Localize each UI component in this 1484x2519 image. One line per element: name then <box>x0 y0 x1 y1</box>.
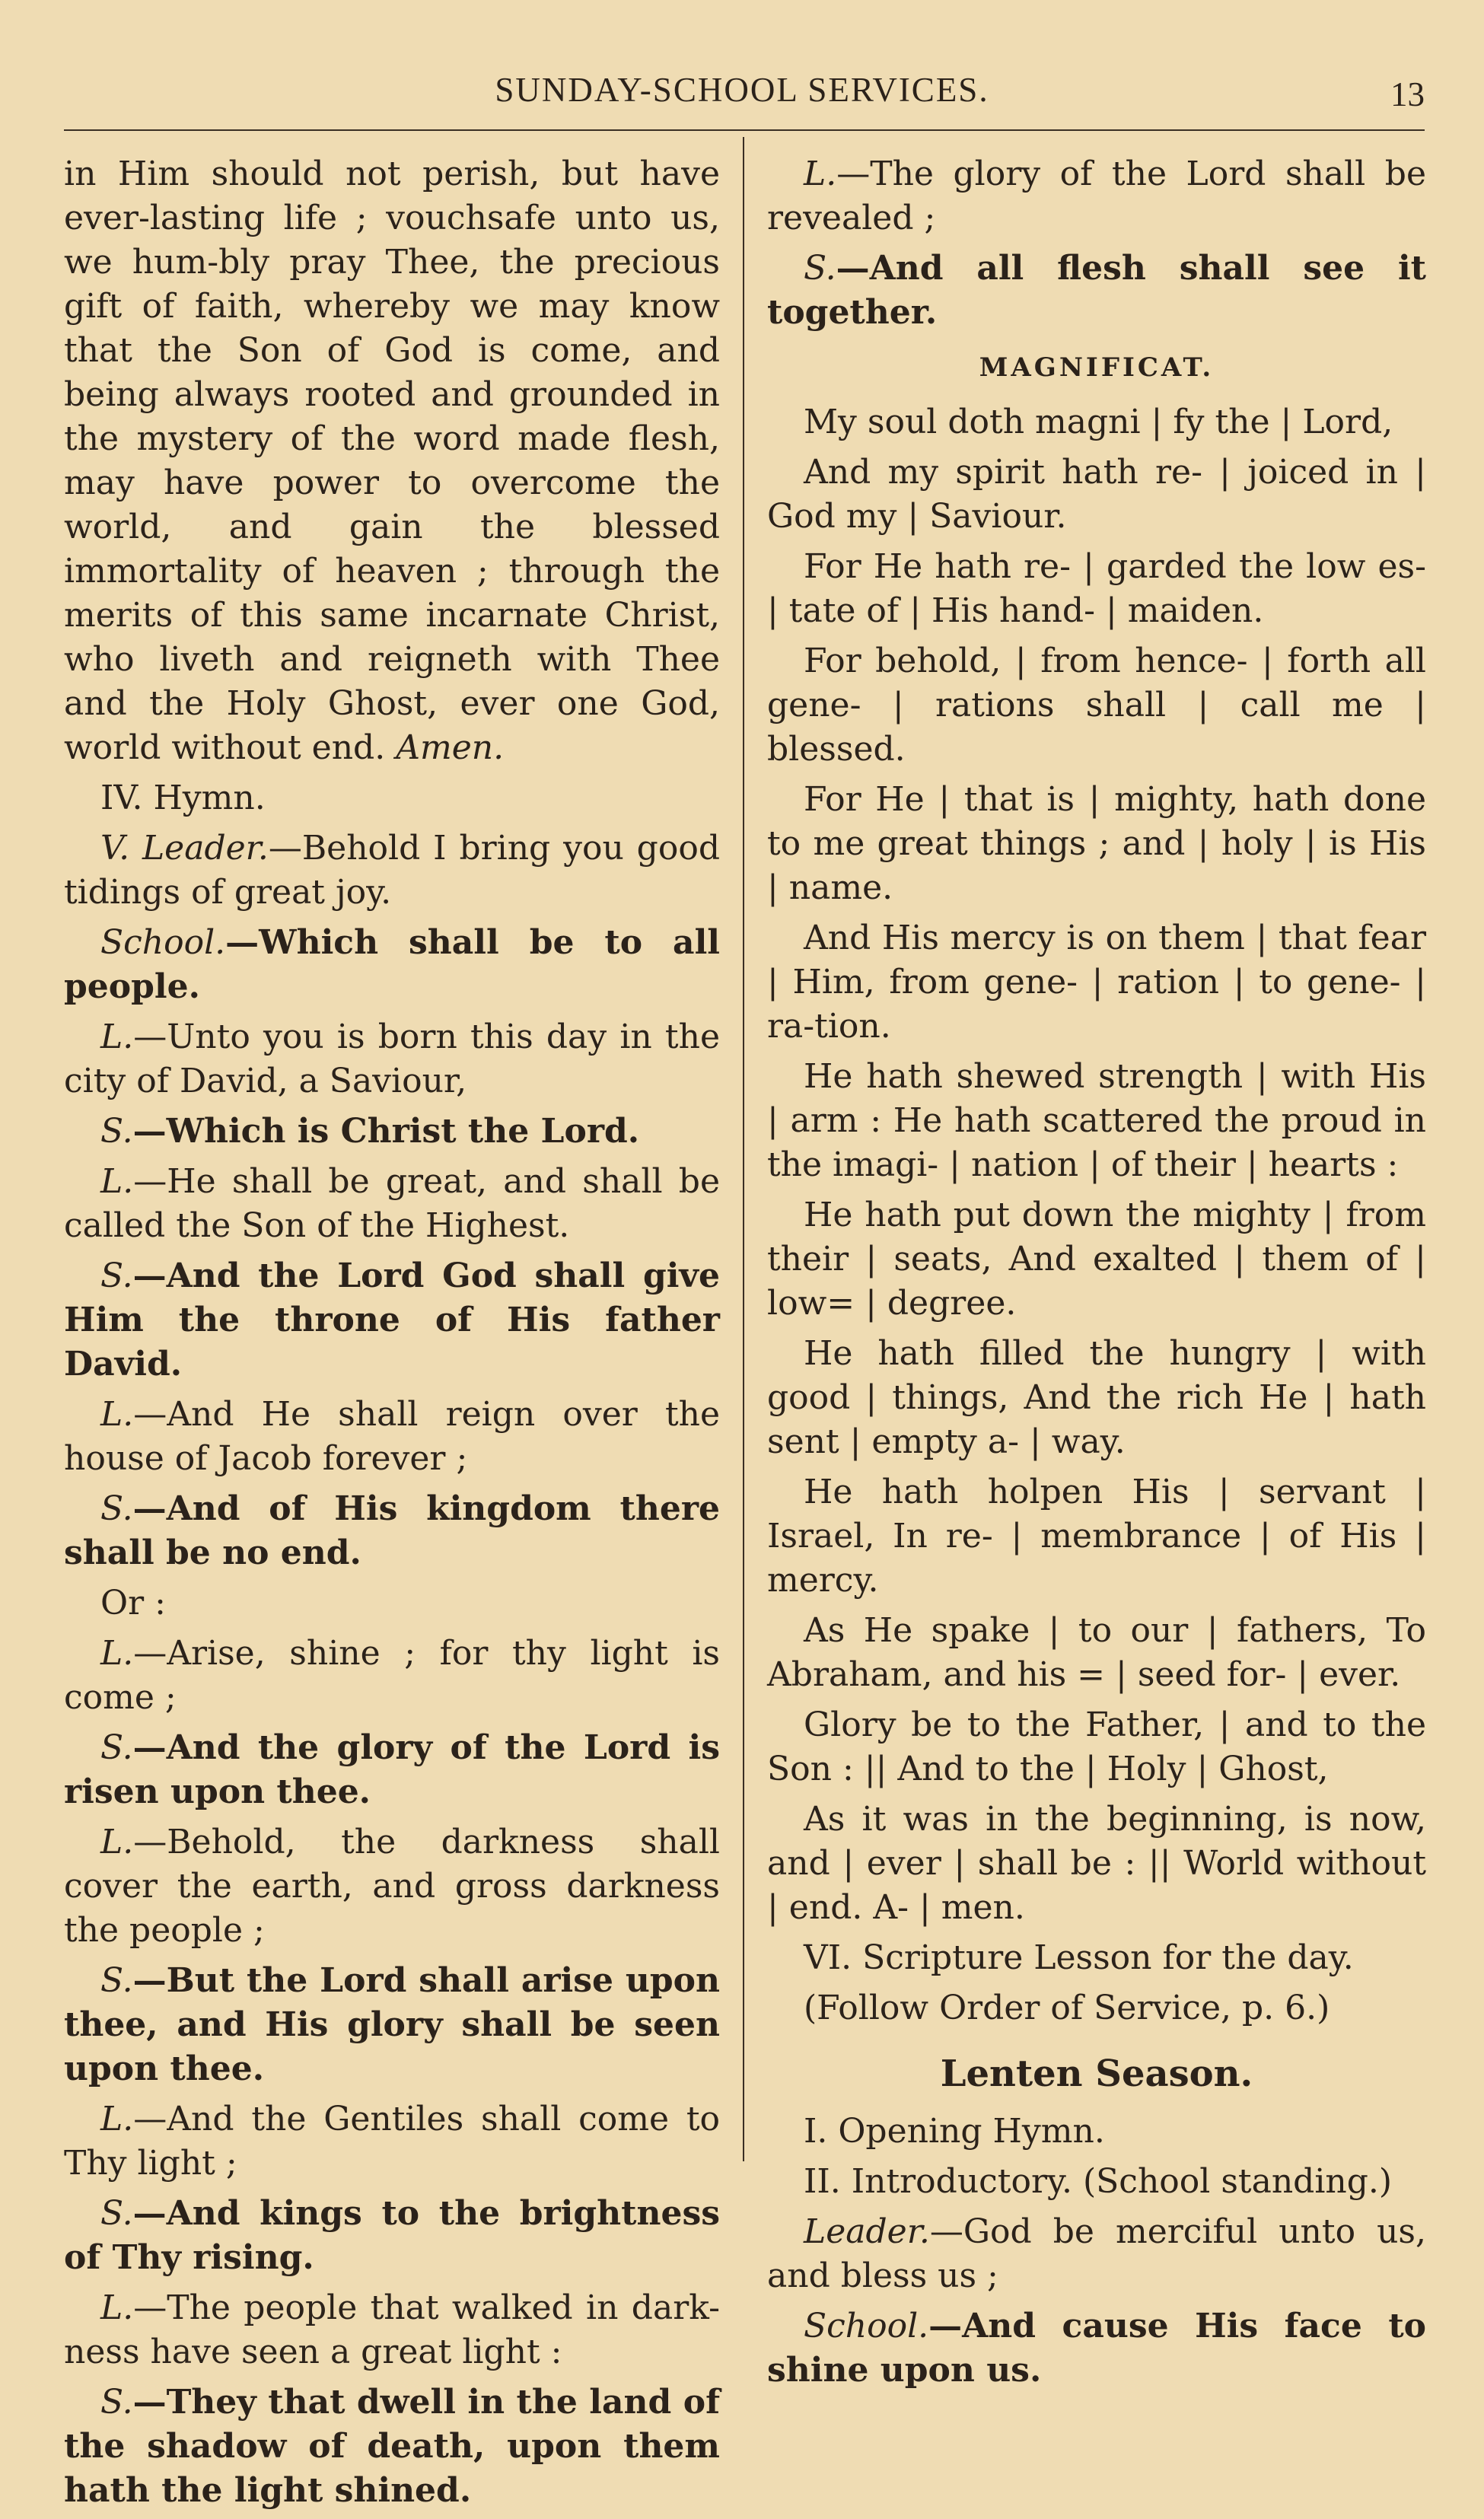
column-divider <box>743 137 744 2161</box>
response-line: S.—And of His kingdom there shall be no end. <box>64 1489 720 1572</box>
introductory-line: II. Introductory. (School standing.) <box>804 2162 1393 2201</box>
response-line: S.—They that dwell in the land of the shadow of death, upon them hath the light shined. <box>64 2383 720 2510</box>
right-column <box>767 152 1426 2399</box>
response-line: S.—Which is Christ the Lord. <box>100 1112 640 1151</box>
response-line: V. Leader.—Behold I bring you good tidings of great joy. <box>64 829 720 912</box>
canticle-verse: As it was in the beginning, is now, and | ever | shall be : || World without | end. A- | men. <box>767 1800 1426 1927</box>
response-line: S.—And all flesh shall see it together. <box>767 249 1426 332</box>
left-column <box>64 152 720 2519</box>
canticle-verse: My soul doth magni | fy the | Lord, <box>804 403 1393 441</box>
canticle-verse: And my spirit hath re- | joiced in | God my | Saviour. <box>767 453 1426 536</box>
response-line: School.—And cause His face to shine upon us. <box>767 2307 1426 2390</box>
canticle-verse: He hath shewed strength | with His | arm : He hath scattered the proud in the imagi- | nation | of their | hearts : <box>767 1057 1426 1184</box>
hymn-heading: IV. Hymn. <box>100 779 266 817</box>
running-head: SUNDAY-SCHOOL SERVICES. <box>495 71 989 109</box>
prayer-paragraph: in Him should not perish, but have ever-lasting life ; vouchsafe unto us, we hum-bly pray Thee, the precious gift of faith, whereby we may know that the Son of God is come, and being always rooted and grounded in the mystery of the word made flesh, may have power to overcome the world, and gain the blessed immortality of heaven ; through the merits of this same incarnate Christ, who liveth and reigneth with Thee and the Holy Ghost, ever one God, world without end. Amen. <box>64 154 720 767</box>
canticle-verse: And His mercy is on them | that fear | Him, from gene- | ration | to gene- | ra-tion. <box>767 919 1426 1046</box>
response-line: S.—And the Lord God shall give Him the throne of His father David. <box>64 1256 720 1384</box>
scripture-lesson-line: VI. Scripture Lesson for the day. <box>804 1938 1354 1977</box>
canticle-verse: Glory be to the Father, | and to the Son : || And to the | Holy | Ghost, <box>767 1705 1426 1788</box>
response-line: L.—And He shall reign over the house of Jacob forever ; <box>64 1395 720 1478</box>
response-line: S.—But the Lord shall arise upon thee, and His glory shall be seen upon thee. <box>64 1961 720 2088</box>
response-line: L.—Behold, the darkness shall cover the earth, and gross darkness the people ; <box>64 1823 720 1950</box>
response-line: L.—Unto you is born this day in the city of David, a Saviour, <box>64 1017 720 1100</box>
canticle-verse: For behold, | from hence- | forth all gene- | rations shall | call me | blessed. <box>767 642 1426 769</box>
response-line: School.—Which shall be to all people. <box>64 923 720 1006</box>
canticle-verse: For He | that is | mighty, hath done to me great things ; and | holy | is His | name. <box>767 780 1426 907</box>
or-line: Or : <box>100 1584 166 1623</box>
canticle-verse: He hath holpen His | servant | Israel, In re- | membrance | of His | mercy. <box>767 1473 1426 1600</box>
response-line: S.—And kings to the brightness of Thy rising. <box>64 2194 720 2277</box>
response-line: S.—And the glory of the Lord is risen upon thee. <box>64 1728 720 1811</box>
response-line: L.—He shall be great, and shall be called the Son of the Highest. <box>64 1162 720 1245</box>
canticle-verse: For He hath re- | garded the low es- | tate of | His hand- | maiden. <box>767 547 1426 630</box>
opening-hymn-line: I. Opening Hymn. <box>804 2112 1105 2151</box>
response-line: L.—The glory of the Lord shall be revealed ; <box>767 154 1426 237</box>
response-line: L.—And the Gentiles shall come to Thy light ; <box>64 2100 720 2183</box>
header-rule <box>64 129 1425 131</box>
lenten-season-heading: Lenten Season. <box>940 2052 1253 2095</box>
response-line: L.—Arise, shine ; for thy light is come ; <box>64 1634 720 1717</box>
canticle-verse: As He spake | to our | fathers, To Abraham, and his = | seed for- | ever. <box>767 1611 1426 1694</box>
response-line: L.—The people that walked in dark-ness have seen a great light : <box>64 2288 720 2371</box>
canticle-verse: He hath put down the mighty | from their | seats, And exalted | them of | low= | degree. <box>767 1196 1426 1323</box>
response-line: Leader.—God be merciful unto us, and bless us ; <box>767 2212 1426 2295</box>
order-reference: (Follow Order of Service, p. 6.) <box>804 1989 1330 2027</box>
magnificat-heading: MAGNIFICAT. <box>979 352 1215 383</box>
page-number: 13 <box>1390 75 1425 113</box>
canticle-verse: He hath filled the hungry | with good | things, And the rich He | hath sent | empty a- | way. <box>767 1334 1426 1461</box>
